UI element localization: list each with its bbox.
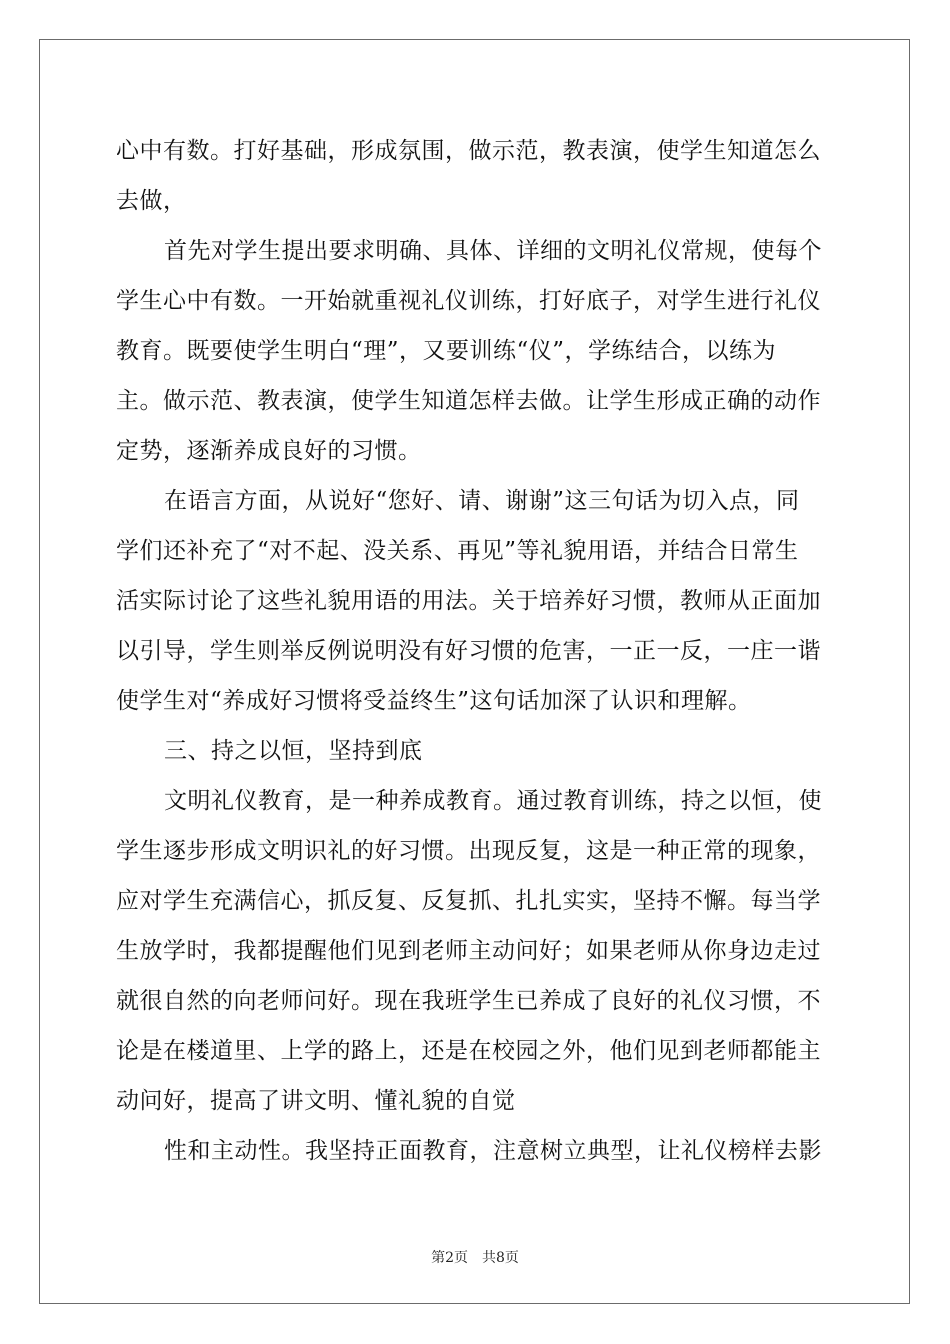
document-body <box>116 126 836 1176</box>
text-line-21: 性和主动性。我坚持正面教育，注意树立典型，让礼仪榜样去影 <box>164 1138 822 1164</box>
text-line-16: 应对学生充满信心，抓反复、反复抓、扎扎实实，坚持不懈。每当学 <box>116 888 821 914</box>
text-line-18: 就很自然的向老师问好。现在我班学生已养成了良好的礼仪习惯，不 <box>116 988 821 1014</box>
text-line-2: 去做， <box>116 188 187 214</box>
text-line-14: 文明礼仪教育，是一种养成教育。通过教育训练，持之以恒，使 <box>164 788 822 814</box>
text-line-10: 活实际讨论了这些礼貌用语的用法。关于培养好习惯，教师从正面加 <box>116 588 821 614</box>
page-number: 第2页 共8页 <box>431 1250 519 1266</box>
text-line-7: 定势，逐渐养成良好的习惯。 <box>116 438 422 464</box>
text-line-1: 心中有数。打好基础，形成氛围，做示范，教表演，使学生知道怎么 <box>116 138 821 164</box>
text-line-4: 学生心中有数。一开始就重视礼仪训练，打好底子，对学生进行礼仪 <box>116 288 821 314</box>
text-line-17: 生放学时，我都提醒他们见到老师主动问好；如果老师从你身边走过 <box>116 938 821 964</box>
text-line-3: 首先对学生提出要求明确、具体、详细的文明礼仪常规，使每个 <box>164 238 822 264</box>
section-heading: 三、持之以恒，坚持到底 <box>164 738 423 764</box>
text-line-11: 以引导，学生则举反例说明没有好习惯的危害，一正一反，一庄一谐 <box>116 638 821 664</box>
text-line-12: 使学生对“养成好习惯将受益终生”这句话加深了认识和理解。 <box>116 688 752 714</box>
text-line-15: 学生逐步形成文明识礼的好习惯。出现反复，这是一种正常的现象， <box>116 838 821 864</box>
text-line-9: 学们还补充了“对不起、没关系、再见”等礼貌用语，并结合日常生 <box>116 538 799 564</box>
text-line-20: 动问好，提高了讲文明、懂礼貌的自觉 <box>116 1088 516 1114</box>
text-line-8: 在语言方面，从说好“您好、请、谢谢”这三句话为切入点，同 <box>164 488 800 514</box>
text-line-6: 主。做示范、教表演，使学生知道怎样去做。让学生形成正确的动作 <box>116 388 821 414</box>
text-line-5: 教育。既要使学生明白“理”，又要训练“仪”，学练结合，以练为 <box>116 338 777 364</box>
text-line-19: 论是在楼道里、上学的路上，还是在校园之外，他们见到老师都能主 <box>116 1038 821 1064</box>
